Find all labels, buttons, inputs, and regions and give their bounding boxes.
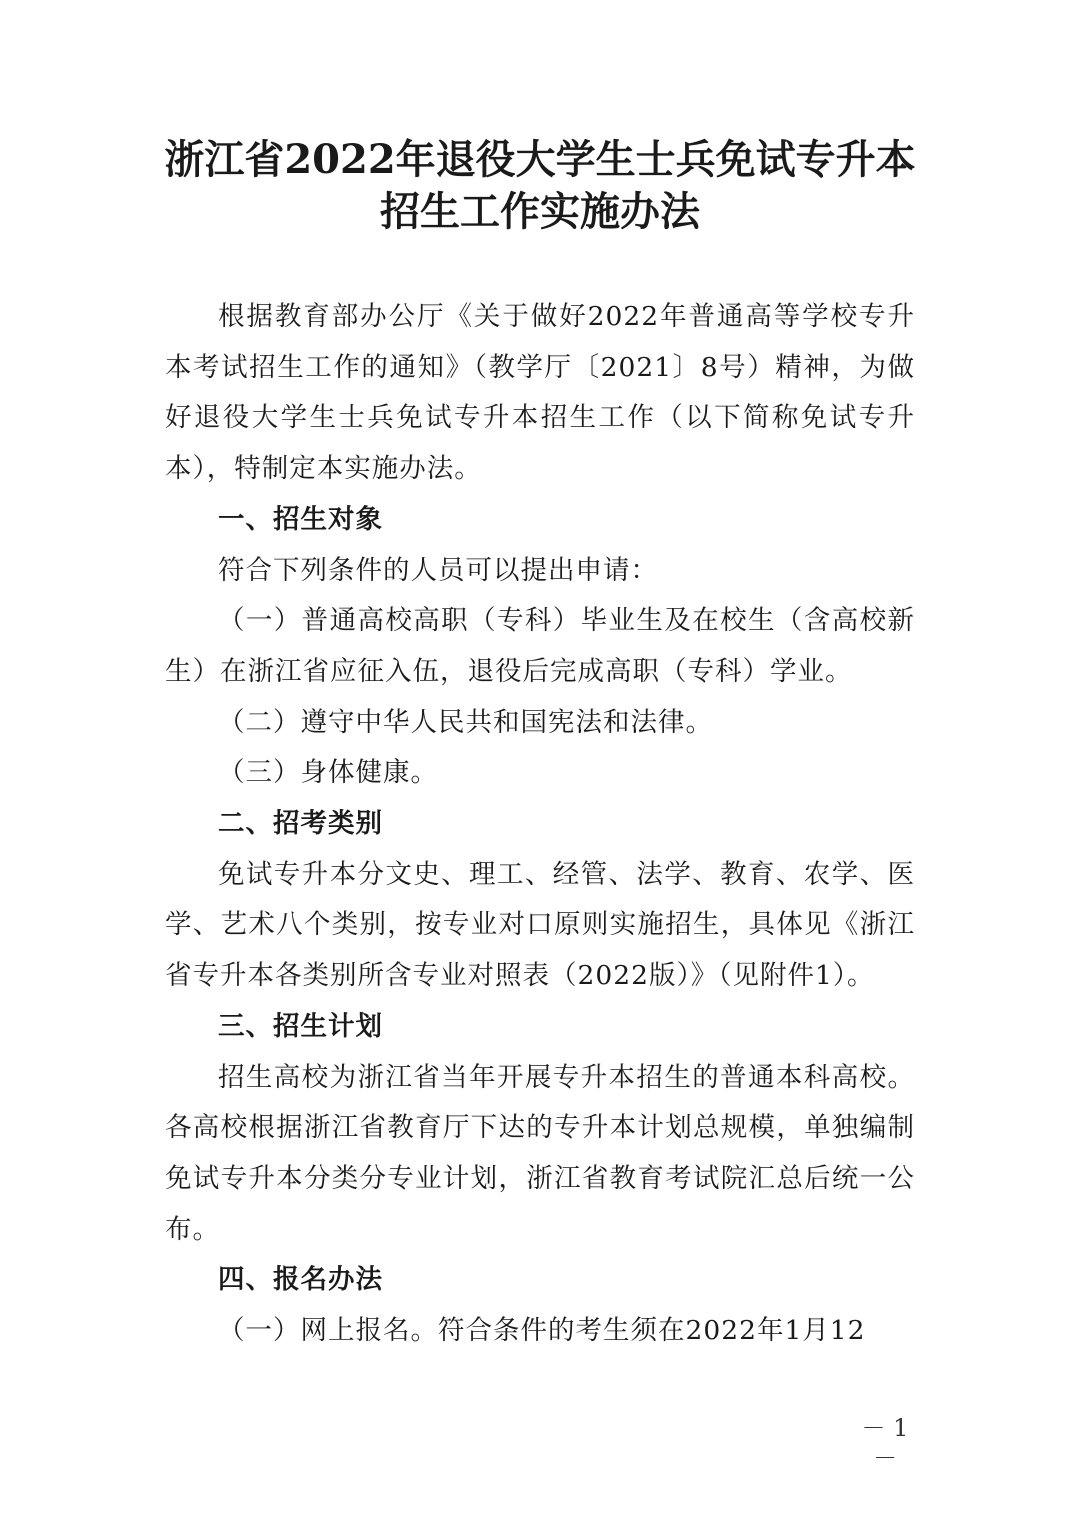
document-title-line-2: 招生工作实施办法 — [380, 188, 700, 235]
section-heading-recruitment-targets: 一、招生对象 — [218, 503, 383, 535]
intro-paragraph: 根据教育部办公厅《关于做好2022年普通高等学校专升本考试招生工作的通知》（教学厅〔2021〕8号）精神，为做好退役大学生士兵免试专升本招生工作（以下简称免试专升本），特制定本实施办法。 — [165, 301, 915, 485]
enrollment-plan-paragraph: 招生高校为浙江省当年开展专升本招生的普通本科高校。各高校根据浙江省教育厅下达的专升本计划总规模，单独编制免试专升本分类分专业计划，浙江省教育考试院汇总后统一公布。 — [165, 1061, 915, 1245]
page-number: － 1 － — [861, 1414, 909, 1472]
section-heading-enrollment-plan: 三、招生计划 — [218, 1010, 383, 1042]
eligibility-item-3: （三）身体健康。 — [218, 757, 438, 789]
document-body — [165, 292, 915, 1357]
categories-paragraph: 免试专升本分文史、理工、经管、法学、教育、农学、医学、艺术八个类别，按专业对口原则实施招生，具体见《浙江省专升本各类别所含专业对照表（2022版）》（见附件1）。 — [165, 858, 915, 992]
registration-item-1: （一）网上报名。符合条件的考生须在2022年1月12 — [218, 1315, 866, 1347]
document-title-line-1: 浙江省2022年退役大学生士兵免试专升本 — [164, 136, 916, 183]
eligibility-lead-paragraph: 符合下列条件的人员可以提出申请： — [218, 554, 658, 586]
eligibility-item-1: （一）普通高校高职（专科）毕业生及在校生（含高校新生）在浙江省应征入伍，退役后完成高职（专科）学业。 — [165, 605, 915, 687]
section-heading-registration: 四、报名办法 — [218, 1264, 383, 1296]
section-heading-exam-categories: 二、招考类别 — [218, 808, 383, 840]
eligibility-item-2: （二）遵守中华人民共和国宪法和法律。 — [218, 706, 713, 738]
